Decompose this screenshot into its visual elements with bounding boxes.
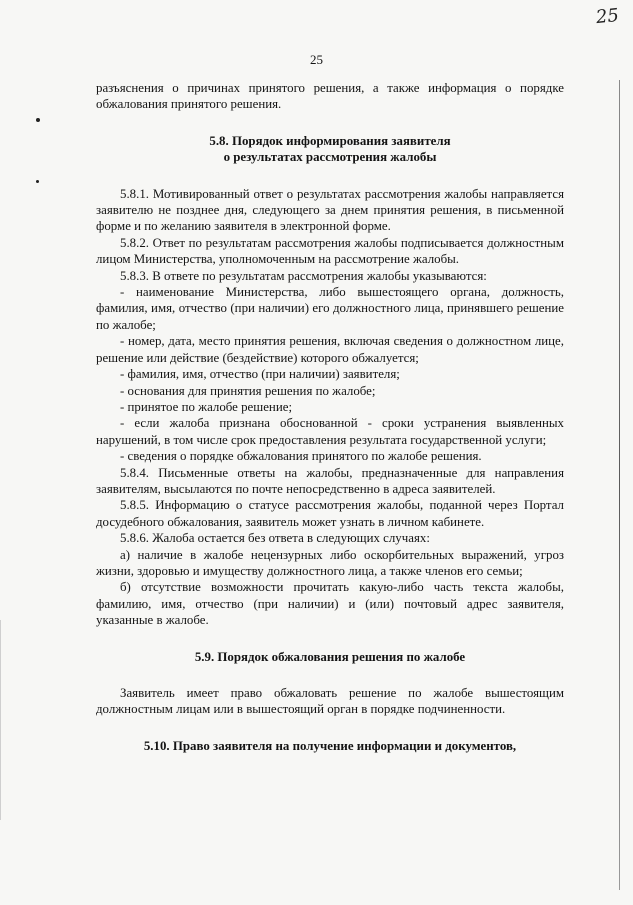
document-body: [96, 80, 564, 754]
scan-artifact-dot: [36, 180, 39, 183]
clause-5-8-6: 5.8.6. Жалоба остается без ответа в следующих случаях:: [120, 531, 430, 546]
paragraph-continuation: разъяснения о причинах принятого решения, а также информация о порядке обжалования принятого решения.: [96, 81, 564, 112]
list-item: - если жалоба признана обоснованной - сроки устранения выявленных нарушений, в том числе срок предоставления результата государственной услуги;: [96, 416, 564, 447]
clause-5-8-4: 5.8.4. Письменные ответы на жалобы, предназначенные для направления заявителям, высылаются по почте непосредственно в адреса заявителей.: [96, 465, 564, 496]
section-heading-5-8: [96, 133, 564, 166]
handwritten-page-mark: 25: [595, 4, 621, 29]
section-heading-5-10: 5.10. Право заявителя на получение информации и документов,: [143, 738, 517, 753]
clause-5-8-2: 5.8.2. Ответ по результатам рассмотрения жалобы подписывается должностным лицом Министерства, уполномоченным на рассмотрение жалобы.: [96, 235, 564, 267]
clause-5-8-1: 5.8.1. Мотивированный ответ о результатах рассмотрения жалобы направляется заявителю не позднее дня, следующего за днем принятия решения, в письменной форме и по желанию заявителя в электронной форме.: [96, 186, 564, 234]
clause-5-8-5: 5.8.5. Информацию о статусе рассмотрения жалобы, поданной через Портал досудебного обжалования, заявитель может узнать в личном кабинете.: [96, 498, 564, 529]
heading-line: 5.8. Порядок информирования заявителя: [209, 133, 451, 148]
list-item: - наименование Министерства, либо вышестоящего органа, должность, фамилия, имя, отчество (при наличии) его должностного лица, принявшего решение по жалобе;: [96, 285, 564, 332]
list-item: - фамилия, имя, отчество (при наличии) заявителя;: [120, 367, 400, 382]
heading-line: о результатах рассмотрения жалобы: [223, 150, 437, 165]
scan-artifact-dot: [36, 118, 40, 122]
list-item: б) отсутствие возможности прочитать какую-либо часть текста жалобы, фамилию, имя, отчество (при наличии) и (или) почтовый адрес заявителя, указанные в жалобе.: [96, 580, 564, 628]
list-item: - основания для принятия решения по жалобе;: [120, 383, 376, 398]
scan-left-line: [0, 620, 1, 820]
page-number: 25: [310, 52, 323, 67]
section-heading-5-9: 5.9. Порядок обжалования решения по жалобе: [194, 649, 466, 664]
section-5-8-body: [96, 186, 564, 629]
list-item: - принятое по жалобе решение;: [120, 399, 293, 414]
list-item: а) наличие в жалобе нецензурных либо оскорбительных выражений, угроз жизни, здоровью и имуществу должностного лица, а также членов его семьи;: [96, 547, 564, 578]
section-5-9-body: Заявитель имеет право обжаловать решение по жалобе вышестоящим должностным лицам или в вышестоящий орган в порядке подчиненности.: [96, 686, 564, 717]
list-item: - номер, дата, место принятия решения, включая сведения о должностном лице, решение или действие (бездействие) которого обжалуется;: [96, 334, 564, 365]
list-item: - сведения о порядке обжалования принятого по жалобе решения.: [120, 449, 482, 464]
scan-edge-line: [619, 80, 620, 890]
clause-5-8-3: 5.8.3. В ответе по результатам рассмотрения жалобы указываются:: [120, 268, 487, 283]
